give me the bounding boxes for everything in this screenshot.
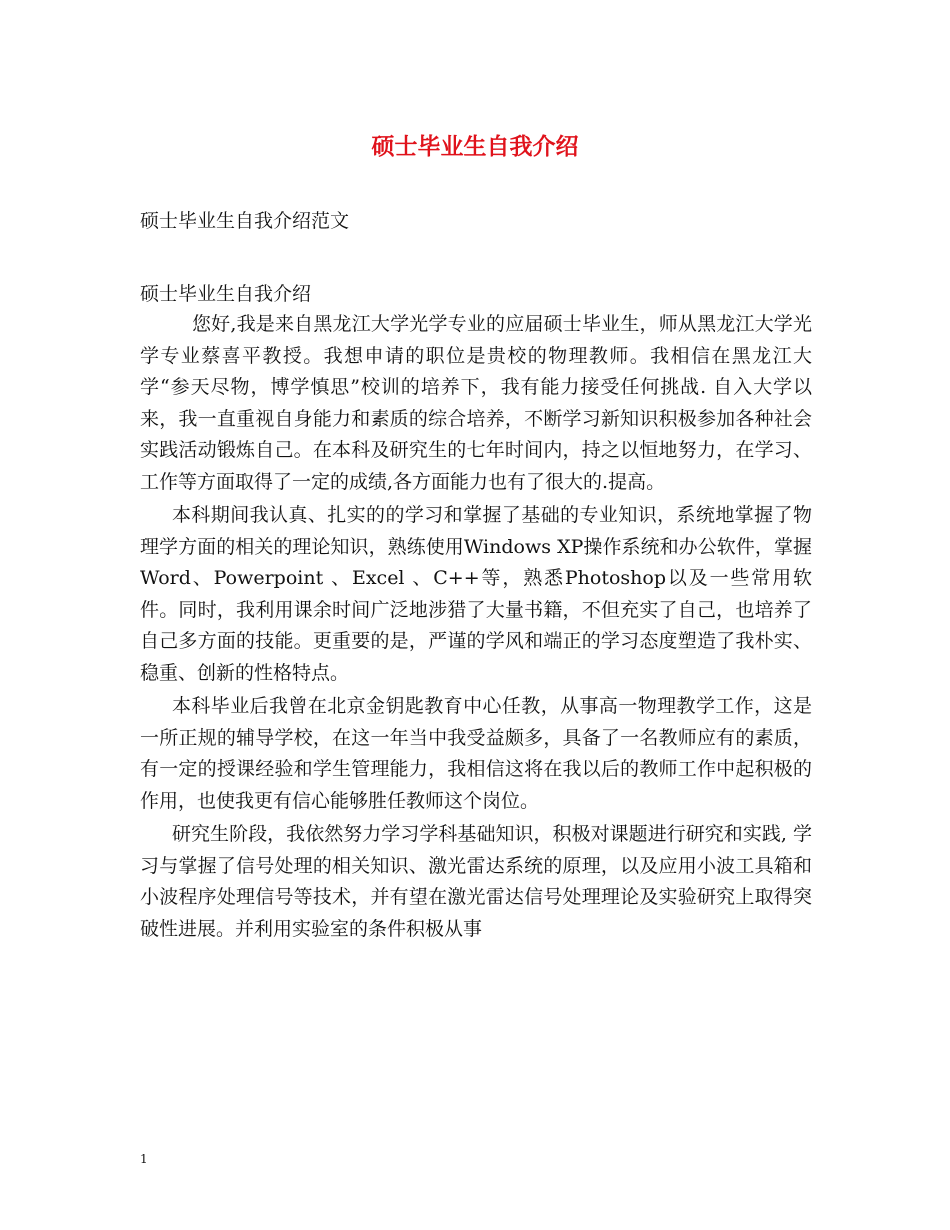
document-title: 硕士毕业生自我介绍 [371,133,579,160]
section-heading: 硕士毕业生自我介绍 [140,283,312,305]
paragraph-graduate-study: 研究生阶段，我依然努力学习学科基础知识，积极对课题进行研究和实践, 学习与掌握了信号处理的相关知识、激光雷达系统的原理，以及应用小波工具箱和小波程序处理信号等技术，并有望在激光雷达信号处理理论及实验研究上取得突破性进展。并利用实验室的条件积极从事 [140,823,812,940]
document-subtitle: 硕士毕业生自我介绍范文 [140,210,350,232]
page-number: 1 [140,1152,148,1166]
paragraph-intro: 您好,我是来自黑龙江大学光学专业的应届硕士毕业生，师从黑龙江大学光学专业蔡喜平教授。我想申请的职位是贵校的物理教师。我相信在黑龙江大学“参天尽物，博学慎思”校训的培养下，我有能力接受任何挑战. 自入大学以来，我一直重视自身能力和素质的综合培养，不断学习新知识积极参加各种社会实践活动锻炼自己。在本科及研究生的七年时间内，持之以恒地努力，在学习、工作等方面取得了一定的成绩,各方面能力也有了很大的.提高。 [140,313,812,493]
document-body [140,279,812,945]
paragraph-teaching-experience: 本科毕业后我曾在北京金钥匙教育中心任教，从事高一物理教学工作，这是一所正规的辅导学校，在这一年当中我受益颇多，具备了一名教师应有的素质，有一定的授课经验和学生管理能力，我相信这将在我以后的教师工作中起积极的作用，也使我更有信心能够胜任教师这个岗位。 [140,695,812,812]
paragraph-undergraduate: 本科期间我认真、扎实的的学习和掌握了基础的专业知识，系统地掌握了物理学方面的相关的理论知识，熟练使用Windows XP操作系统和办公软件，掌握Word、Powerpoint 、Excel 、C++等，熟悉Photoshop以及一些常用软件。同时，我利用课余时间广泛地涉猎了大量书籍，不但充实了自己，也培养了自己多方面的技能。更重要的是，严谨的学风和端正的学习态度塑造了我朴实、稳重、创新的性格特点。 [140,504,812,684]
